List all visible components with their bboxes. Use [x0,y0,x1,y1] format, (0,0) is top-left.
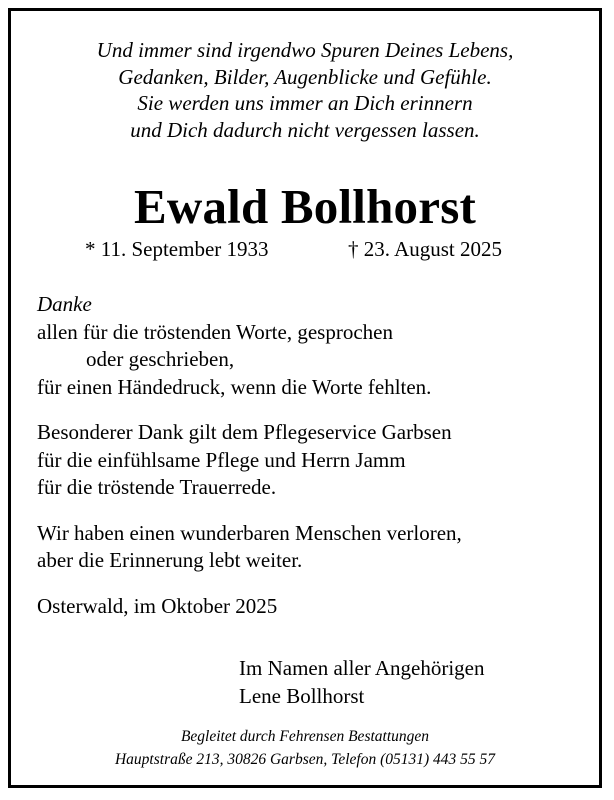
special-thanks-line: Besonderer Dank gilt dem Pflegeservice Garbsen [37,420,452,444]
poem-line: Und immer sind irgendwo Spuren Deines Lebens, [96,38,514,62]
thanks-heading: Danke [37,292,92,316]
funeral-home-footer [11,725,599,771]
closing-line: Wir haben einen wunderbaren Menschen verloren, [37,520,462,545]
signoff [239,655,485,710]
place-date: Osterwald, im Oktober 2025 [37,593,278,618]
thanks-line: allen für die tröstenden Worte, gesprochen [37,319,393,344]
signoff-line: Im Namen aller Angehörigen [239,656,485,680]
special-thanks-line: für die einfühlsame Pflege und Herrn Jamm [37,447,406,472]
thanks-line: für einen Händedruck, wenn die Worte fehlten. [37,374,432,399]
poem-line: Sie werden uns immer an Dich erinnern [137,91,473,115]
footer-line: Begleitet durch Fehrensen Bestattungen [180,728,430,745]
death-date: † 23. August 2025 [348,237,503,261]
obituary-frame [8,8,602,788]
closing-line: aber die Erinnerung lebt weiter. [37,548,303,572]
signoff-name: Lene Bollhorst [239,683,365,708]
thanks-text [37,291,597,620]
deceased-name: Ewald Bollhorst [134,179,476,234]
poem-line: und Dich dadurch nicht vergessen lassen. [130,117,480,142]
special-thanks-line: für die tröstende Trauerrede. [37,475,277,499]
birth-date: * 11. September 1933 [85,237,269,261]
poem-line: Gedanken, Bilder, Augenblicke und Gefühle. [118,64,492,89]
footer-address: Hauptstraße 213, 30826 Garbsen, Telefon (05131) 443 55 57 [114,751,496,768]
thanks-line: oder geschrieben, [86,347,235,371]
memorial-poem [11,37,599,143]
